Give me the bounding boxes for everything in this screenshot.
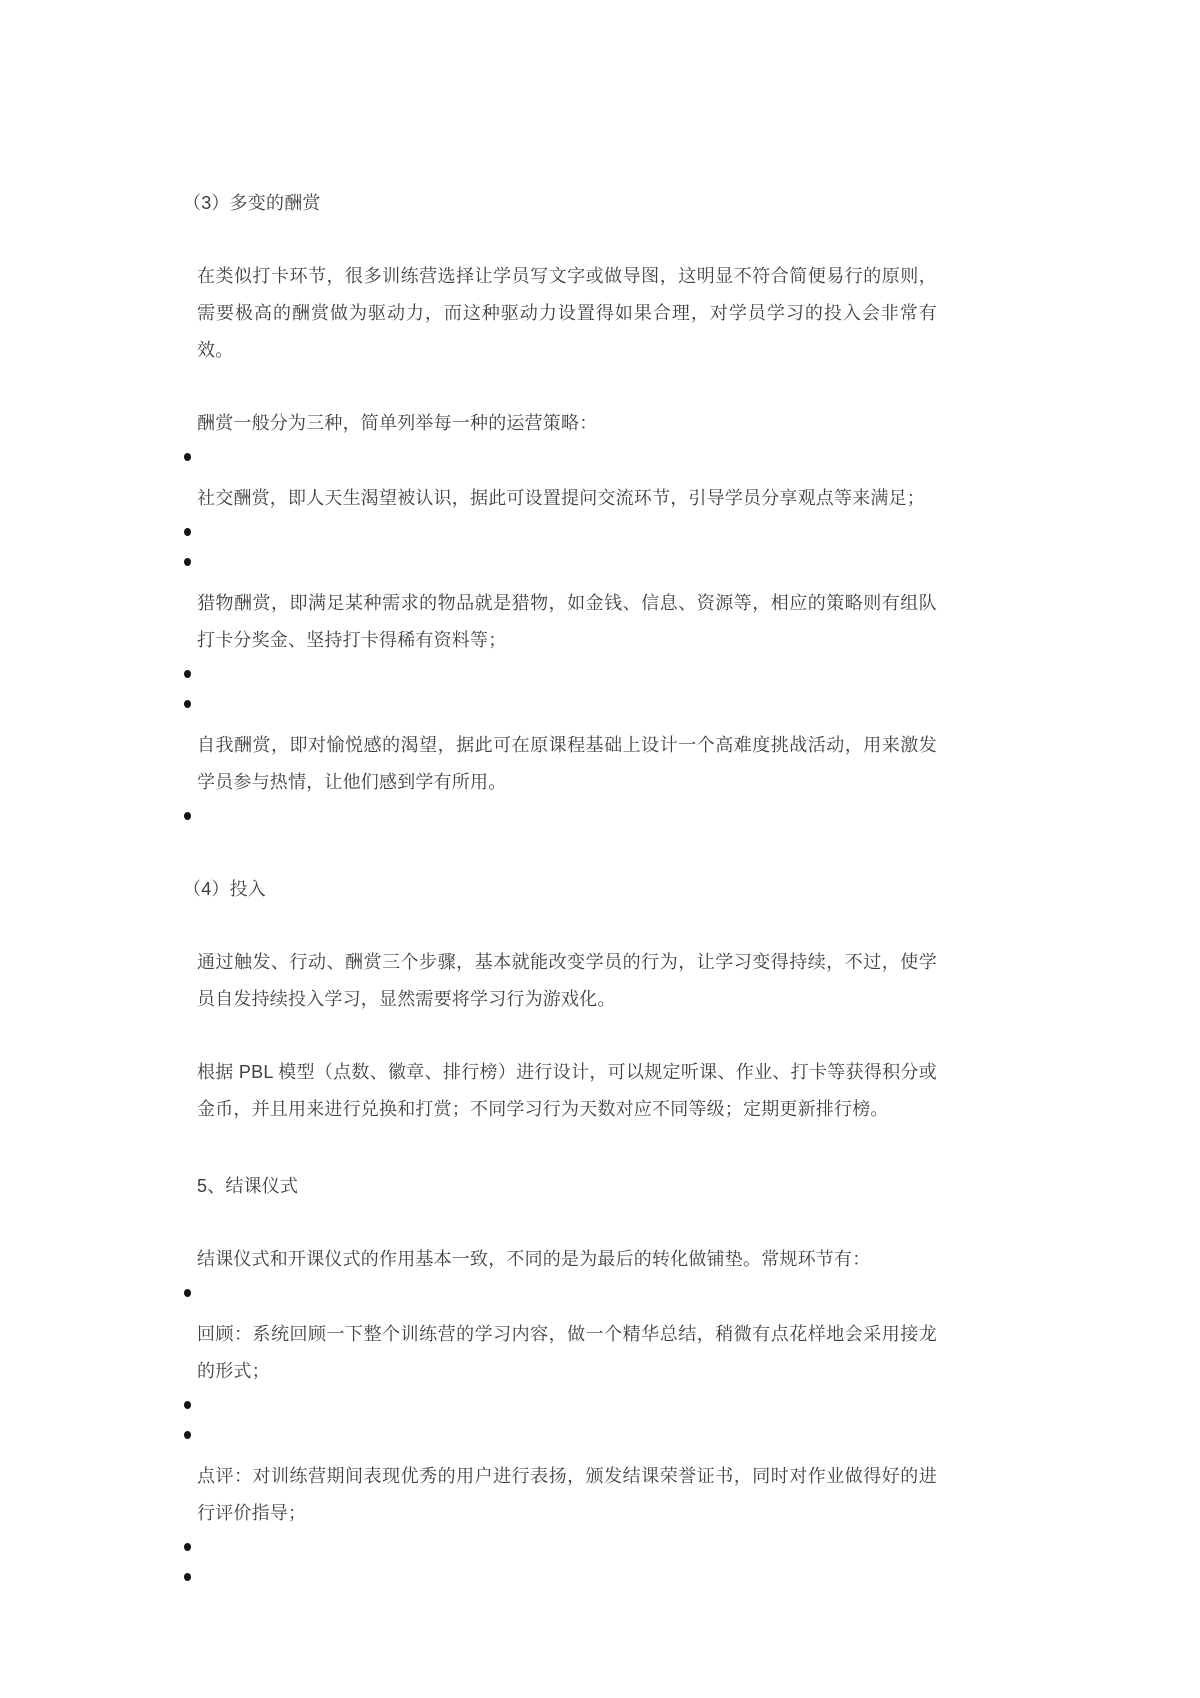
section-heading: （3）多变的酬赏 <box>183 193 321 213</box>
bullet-item <box>197 547 937 577</box>
bullet-item <box>197 1562 937 1592</box>
section-heading: （4）投入 <box>183 879 267 899</box>
bullet-marker-icon <box>184 558 191 566</box>
bullet-marker-icon <box>184 1543 191 1551</box>
paragraph: 结课仪式和开课仪式的作用基本一致，不同的是为最后的转化做铺垫。常规环节有： <box>197 1249 871 1269</box>
bullet-item <box>197 1420 937 1450</box>
bullet-item <box>197 1532 937 1562</box>
bullet-marker-icon <box>184 1401 191 1409</box>
paragraph: 自我酬赏，即对愉悦感的渴望，据此可在原课程基础上设计一个高难度挑战活动，用来激发学员参与热情，让他们感到学有所用。 <box>197 735 937 792</box>
paragraph: 通过触发、行动、酬赏三个步骤，基本就能改变学员的行为，让学习变得持续，不过，使学员自发持续投入学习，显然需要将学习行为游戏化。 <box>197 952 937 1009</box>
bullet-marker-icon <box>184 528 191 536</box>
bullet-item <box>197 689 937 719</box>
bullet-item <box>197 1278 937 1308</box>
paragraph: 猎物酬赏，即满足某种需求的物品就是猎物，如金钱、信息、资源等，相应的策略则有组队打卡分奖金、坚持打卡得稀有资料等； <box>197 593 937 650</box>
section-heading: 5、结课仪式 <box>197 1176 299 1196</box>
bullet-item <box>197 517 937 547</box>
paragraph: 根据 PBL 模型（点数、徽章、排行榜）进行设计，可以规定听课、作业、打卡等获得积分或金币，并且用来进行兑换和打赏；不同学习行为天数对应不同等级；定期更新排行榜。 <box>197 1062 937 1119</box>
bullet-marker-icon <box>184 700 191 708</box>
bullet-marker-icon <box>184 1289 191 1297</box>
paragraph: 社交酬赏，即人天生渴望被认识，据此可设置提问交流环节，引导学员分享观点等来满足； <box>197 488 925 508</box>
bullet-marker-icon <box>184 1431 191 1439</box>
paragraph: 在类似打卡环节，很多训练营选择让学员写文字或做导图，这明显不符合简便易行的原则，需要极高的酬赏做为驱动力，而这种驱动力设置得如果合理，对学员学习的投入会非常有效。 <box>197 266 937 360</box>
bullet-item <box>197 1390 937 1420</box>
bullet-marker-icon <box>184 812 191 820</box>
paragraph: 点评：对训练营期间表现优秀的用户进行表扬，颁发结课荣誉证书，同时对作业做得好的进行评价指导； <box>197 1466 937 1523</box>
paragraph: 回顾：系统回顾一下整个训练营的学习内容，做一个精华总结，稍微有点花样地会采用接龙的形式； <box>197 1324 937 1381</box>
bullet-item <box>197 659 937 689</box>
paragraph: 酬赏一般分为三种，简单列举每一种的运营策略： <box>197 413 598 433</box>
bullet-item <box>197 801 937 831</box>
bullet-item <box>197 442 937 472</box>
bullet-marker-icon <box>184 1573 191 1581</box>
bullet-marker-icon <box>184 670 191 678</box>
bullet-marker-icon <box>184 453 191 461</box>
